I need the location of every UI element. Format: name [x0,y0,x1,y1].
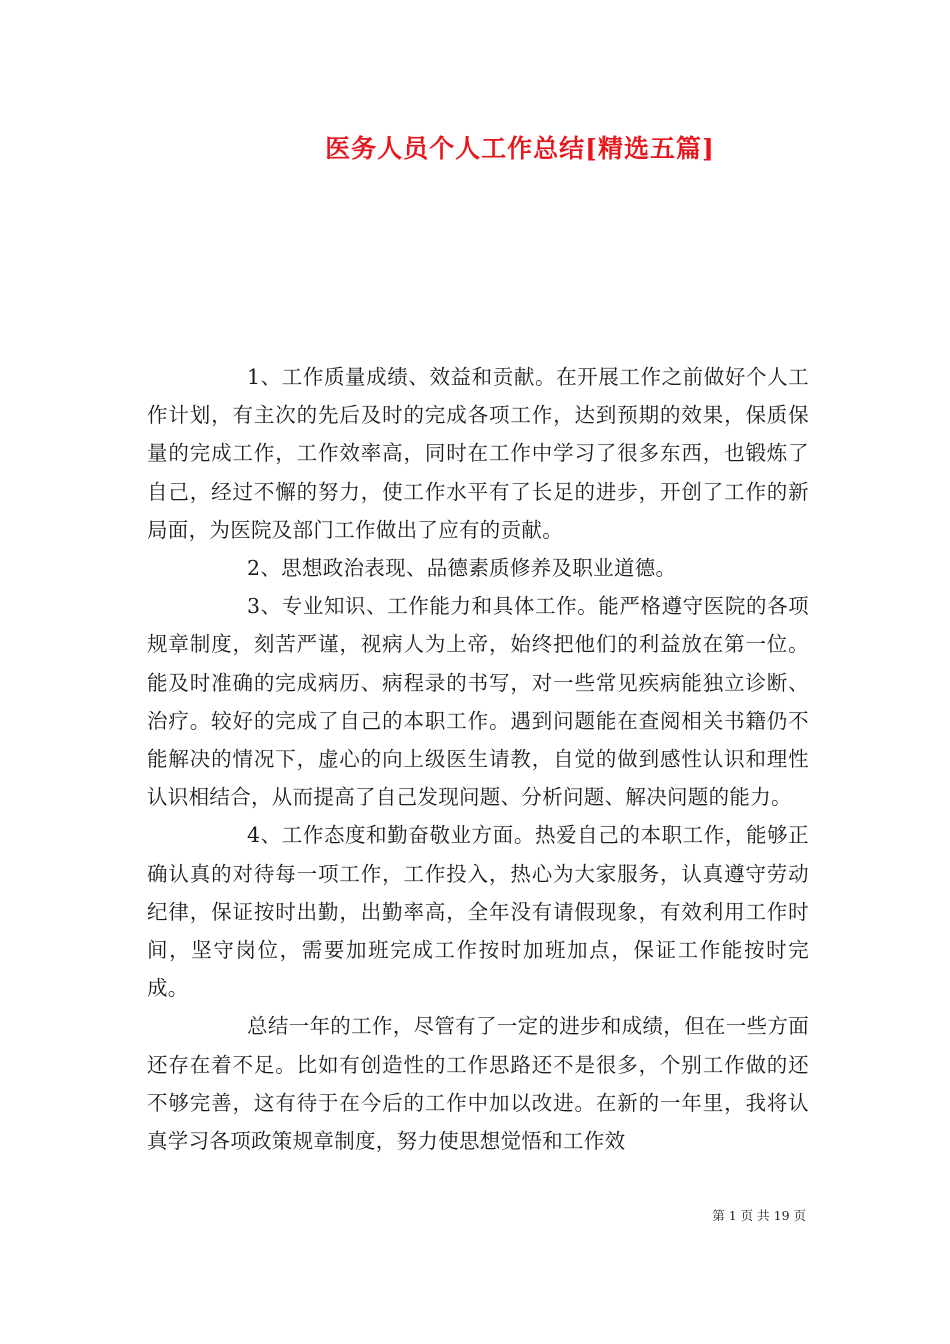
paragraph-professional-knowledge: 3、专业知识、工作能力和具体工作。能严格遵守医院的各项规章制度，刻苦严谨，视病人为上帝，始终把他们的利益放在第一位。能及时准确的完成病历、病程录的书写，对一些常见疾病能独立诊断、治疗。较好的完成了自己的本职工作。遇到问题能在查阅相关书籍仍不能解决的情况下，虚心的向上级医生请教，自觉的做到感性认识和理性认识相结合，从而提高了自己发现问题、分析问题、解决问题的能力。 [147,594,809,810]
paragraph-work-quality: 1、工作质量成绩、效益和贡献。在开展工作之前做好个人工作计划，有主次的先后及时的完成各项工作，达到预期的效果，保质保量的完成工作，工作效率高，同时在工作中学习了很多东西，也锻炼了自己，经过不懈的努力，使工作水平有了长足的进步，开创了工作的新局面，为医院及部门工作做出了应有的贡献。 [147,365,809,542]
page-number: 第 1 页 共 19 页 [712,1208,806,1223]
paragraph-summary: 总结一年的工作，尽管有了一定的进步和成绩，但在一些方面还存在着不足。比如有创造性的工作思路还不是很多，个别工作做的还不够完善，这有待于在今后的工作中加以改进。在新的一年里，我将认真学习各项政策规章制度，努力使思想觉悟和工作效 [147,1014,809,1154]
paragraph-political-ethics: 2、思想政治表现、品德素质修养及职业道德。 [247,556,677,581]
paragraph-work-attitude: 4、工作态度和勤奋敬业方面。热爱自己的本职工作，能够正确认真的对待每一项工作，工作投入，热心为大家服务，认真遵守劳动纪律，保证按时出勤，出勤率高，全年没有请假现象，有效利用工作时间，坚守岗位，需要加班完成工作按时加班加点，保证工作能按时完成。 [147,823,809,1001]
document-title: 医务人员个人工作总结[精选五篇] [325,134,715,163]
document-body [147,358,809,1160]
